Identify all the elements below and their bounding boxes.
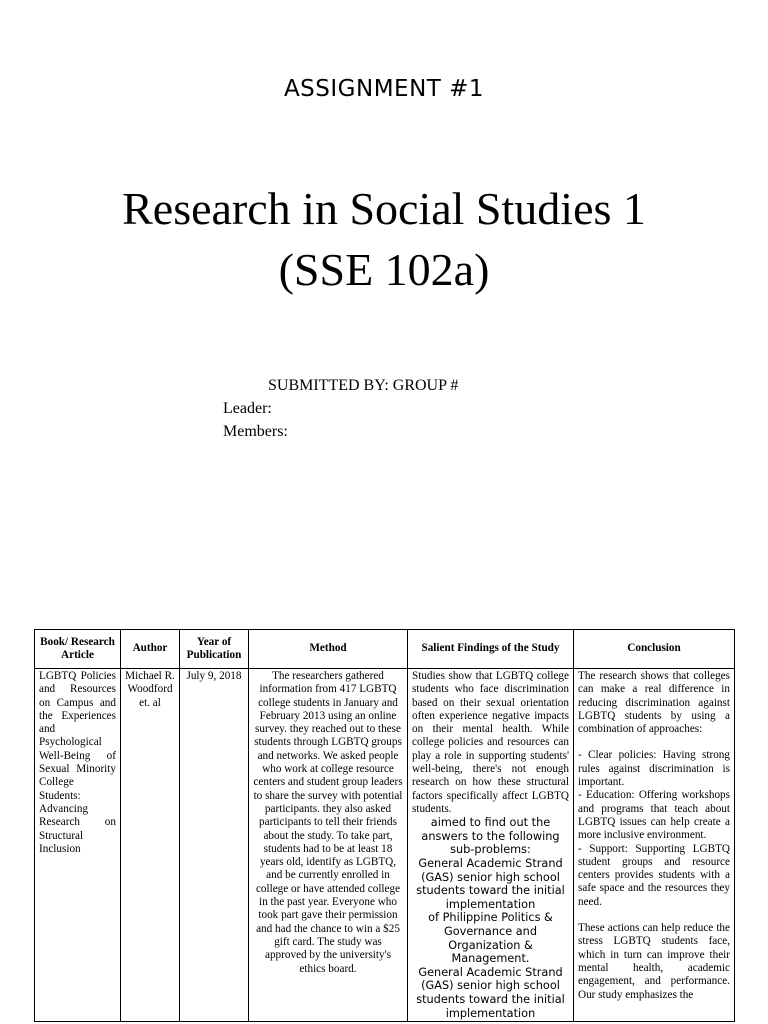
- submitted-by-label: SUBMITTED BY: GROUP #: [268, 377, 459, 394]
- header-year: Year of Publication: [180, 630, 249, 669]
- findings-overflow-line: sub-problems:: [450, 843, 531, 857]
- cell-conclusion: [574, 669, 735, 1022]
- paragraph-spacer: [578, 736, 730, 749]
- header-method: Method: [249, 630, 408, 669]
- conclusion-paragraph: - Education: Offering workshops and programs that teach about LGBTQ issues can help create a more inclusive environment.: [578, 789, 730, 842]
- assignment-heading: ASSIGNMENT #1: [283, 76, 485, 102]
- header-conclusion: Conclusion: [574, 630, 735, 669]
- findings-overflow-line: students toward the initial: [416, 992, 565, 1006]
- table-row: [35, 669, 735, 1022]
- course-title: [0, 178, 768, 300]
- findings-overflow-line: implementation: [445, 1006, 536, 1020]
- conclusion-paragraph: The research shows that colleges can make a real difference in reducing discrimination against LGBTQ students by using a combination of approaches:: [578, 670, 730, 736]
- table-header-row: [35, 630, 735, 669]
- findings-overflow-line: answers to the following: [421, 829, 560, 843]
- findings-overflow-line: (GAS) senior high school: [421, 979, 560, 993]
- leader-label: Leader:: [223, 400, 272, 417]
- members-label: Members:: [223, 423, 288, 440]
- cell-article: LGBTQ Policies and Resources on Campus and the Experiences and Psychological Well-Being of Sexual Minority College Students: Advancing Research on Structural Inclusion: [35, 669, 121, 1022]
- cell-author: Michael R. Woodford et. al: [121, 669, 180, 1022]
- findings-overflow-line: aimed to find out the: [430, 816, 551, 830]
- findings-overflow-line: students toward the initial: [416, 884, 565, 898]
- header-article: Book/ Research Article: [35, 630, 121, 669]
- findings-overflow-line: (GAS) senior high school: [421, 870, 560, 884]
- conclusion-paragraph: These actions can help reduce the stress LGBTQ students face, which in turn can improve their mental health, academic engagement, and performance. Our study emphasizes the: [578, 922, 730, 1001]
- findings-overflow-line: implementation: [445, 897, 536, 911]
- findings-overflow-line: Organization &: [448, 938, 533, 952]
- findings-overflow-line: Management.: [451, 952, 530, 966]
- cell-findings: [408, 669, 574, 1022]
- findings-overflow-line: of Philippine Politics &: [428, 911, 553, 925]
- course-title-line-2: (SSE 102a): [278, 244, 490, 295]
- cell-year: July 9, 2018: [180, 669, 249, 1022]
- cell-method: The researchers gathered information from 417 LGBTQ college students in January and February 2013 using an online survey. they reached out to these students through LGBTQ groups and networks. We asked people who work at college resource centers and student group leaders to share the survey with potential participants. they also asked participants to tell their friends about the study. To take part, students had to be at least 18 years old, identify as LGBTQ, and be currently enrolled in college or have attended college in the past year. Everyone who took part gave their permission and had the chance to win a $25 gift card. The study was approved by the university's ethics board.: [249, 669, 408, 1022]
- paragraph-spacer: [578, 909, 730, 922]
- findings-overflow-line: General Academic Strand: [418, 965, 563, 979]
- header-findings: Salient Findings of the Study: [408, 630, 574, 669]
- findings-overflow-line: Governance and: [444, 925, 537, 939]
- header-author: Author: [121, 630, 180, 669]
- conclusion-paragraph: - Support: Supporting LGBTQ student groups and resource centers provides students with a safe space and the resources they need.: [578, 842, 730, 908]
- conclusion-paragraph: - Clear policies: Having strong rules against discrimination is important.: [578, 749, 730, 789]
- findings-text: Studies show that LGBTQ college students who face discrimination based on their sexual orientation often experience negative impacts on their mental health. While college policies and resources can play a role in supporting students' well-being, there's not enough research on how these structural factors specifically affect LGBTQ students.: [412, 670, 569, 815]
- course-title-line-1: Research in Social Studies 1: [122, 183, 646, 234]
- findings-overflow-line: General Academic Strand: [418, 857, 563, 871]
- literature-review-table: [34, 629, 735, 1022]
